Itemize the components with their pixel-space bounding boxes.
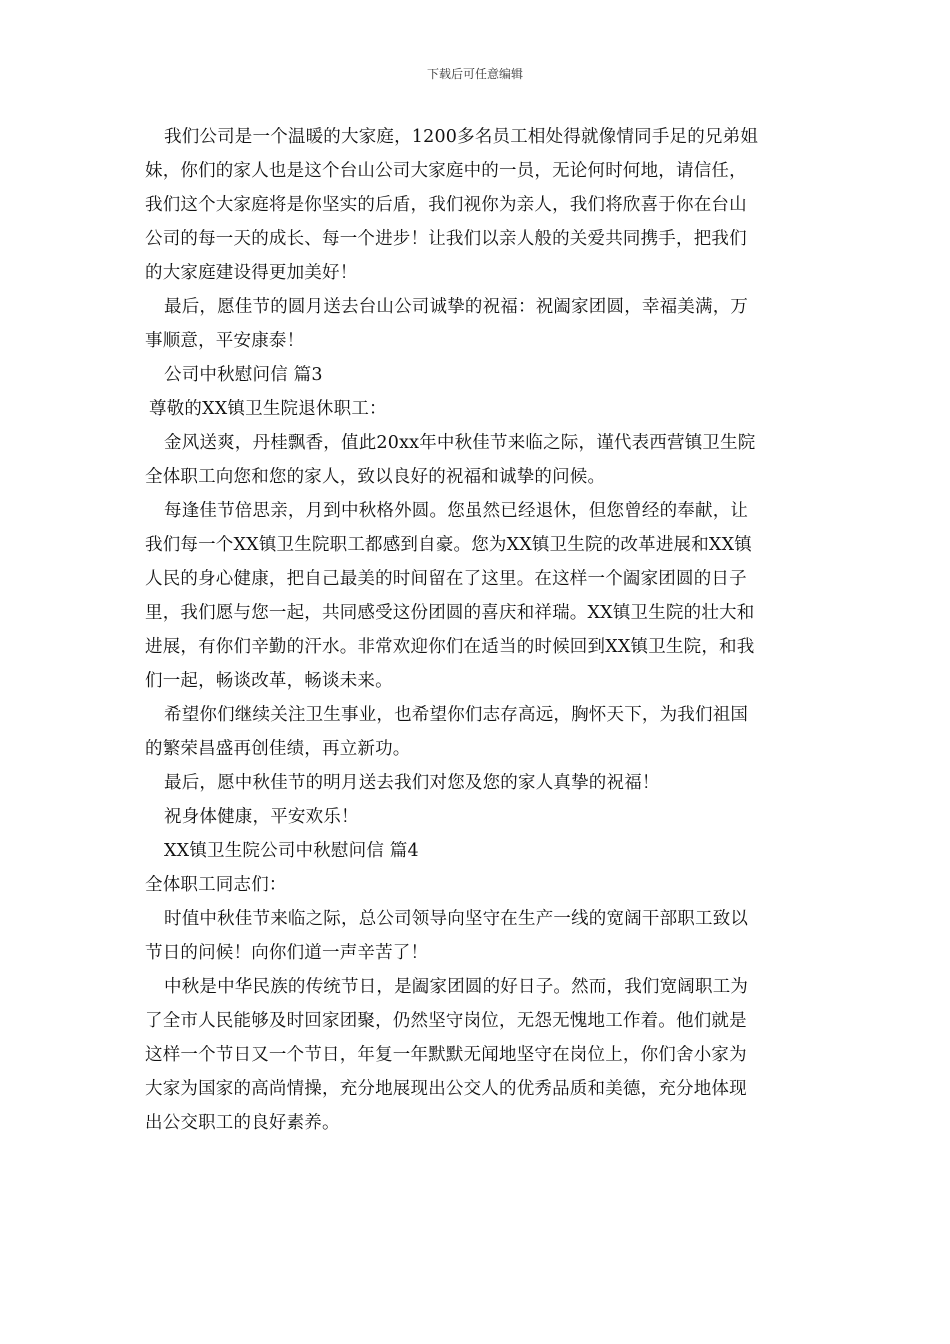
paragraph-line: 我们公司是一个温暖的大家庭，1200多名员工相处得就像情同手足的兄弟姐 [164, 127, 759, 147]
paragraph-line: 出公交职工的良好素养。 [145, 1113, 340, 1133]
paragraph-line: 的繁荣昌盛再创佳绩，再立新功。 [145, 739, 411, 759]
paragraph-line: 我们这个大家庭将是你坚实的后盾，我们视你为亲人，我们将欣喜于你在台山 [145, 195, 747, 215]
paragraph-line: 里，我们愿与您一起，共同感受这份团圆的喜庆和祥瑞。XX镇卫生院的壮大和 [145, 603, 755, 623]
paragraph-line: 事顺意，平安康泰！ [145, 331, 305, 351]
paragraph-line: 这样一个节日又一个节日，年复一年默默无闻地坚守在岗位上，你们舍小家为 [145, 1045, 747, 1065]
paragraph-line: 大家为国家的高尚情操，充分地展现出公交人的优秀品质和美德，充分地体现 [145, 1079, 747, 1099]
paragraph-line: 每逢佳节倍思亲，月到中秋格外圆。您虽然已经退休，但您曾经的奉献，让 [164, 501, 749, 521]
paragraph-line: 希望你们继续关注卫生事业，也希望你们志存高远，胸怀天下，为我们祖国 [164, 705, 749, 725]
paragraph-line: 人民的身心健康，把自己最美的时间留在了这里。在这样一个阖家团圆的日子 [145, 569, 747, 589]
salutation: 尊敬的XX镇卫生院退休职工： [149, 399, 387, 419]
document-body [145, 120, 810, 1140]
paragraph-line: 时值中秋佳节来临之际，总公司领导向坚守在生产一线的宽阔干部职工致以 [164, 909, 749, 929]
paragraph-line: 公司的每一天的成长、每一个进步！让我们以亲人般的关爱共同携手，把我们 [145, 229, 747, 249]
paragraph-line: 最后，愿中秋佳节的明月送去我们对您及您的家人真挚的祝福！ [164, 773, 660, 793]
paragraph-line: 们一起，畅谈改革，畅谈未来。 [145, 671, 393, 691]
paragraph-line: 全体职工向您和您的家人，致以良好的祝福和诚挚的问候。 [145, 467, 606, 487]
paragraph-line: 进展，有你们辛勤的汗水。非常欢迎你们在适当的时候回到XX镇卫生院，和我 [145, 637, 755, 657]
salutation: 全体职工同志们： [145, 875, 287, 895]
paragraph-line: 金风送爽，丹桂飘香，值此20xx年中秋佳节来临之际，谨代表西营镇卫生院 [164, 433, 756, 453]
section-heading: XX镇卫生院公司中秋慰问信 篇4 [164, 841, 419, 861]
paragraph-line: 祝身体健康，平安欢乐！ [164, 807, 359, 827]
paragraph-line: 中秋是中华民族的传统节日，是阖家团圆的好日子。然而，我们宽阔职工为 [164, 977, 749, 997]
section-heading: 公司中秋慰问信 篇3 [164, 365, 323, 385]
paragraph-line: 最后，愿佳节的圆月送去台山公司诚挚的祝福：祝阖家团圆，幸福美满，万 [164, 297, 749, 317]
paragraph-line: 了全市人民能够及时回家团聚，仍然坚守岗位，无怨无愧地工作着。他们就是 [145, 1011, 747, 1031]
page-header: 下载后可任意编辑 [426, 67, 523, 81]
paragraph-line: 节日的问候！向你们道一声辛苦了！ [145, 943, 429, 963]
paragraph-line: 的大家庭建设得更加美好！ [145, 263, 358, 283]
paragraph-line: 妹，你们的家人也是这个台山公司大家庭中的一员，无论何时何地，请信任， [145, 161, 747, 181]
paragraph-line: 我们每一个XX镇卫生院职工都感到自豪。您为XX镇卫生院的改革进展和XX镇 [145, 535, 752, 555]
